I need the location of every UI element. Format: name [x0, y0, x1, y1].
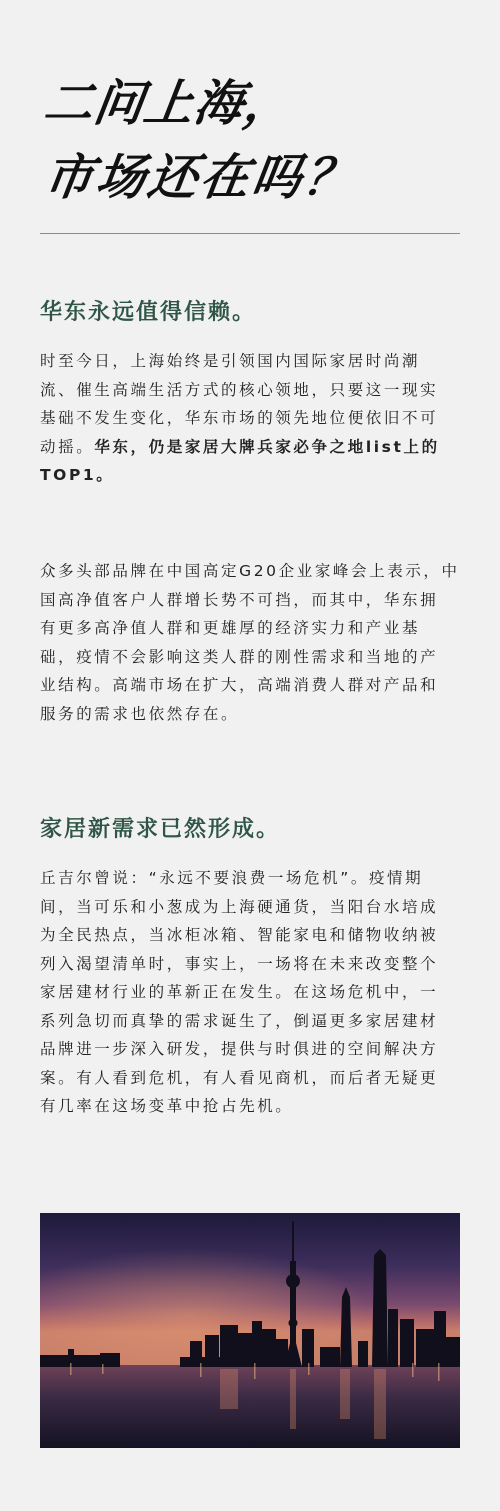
text-line: 国高净值客户人群增长势不可挡，而其中，华东拥: [40, 590, 439, 609]
text-line: 服务的需求也依然存在。: [40, 704, 240, 723]
title-line-1: 二问上海，: [40, 75, 299, 132]
text-line: 列入渴望清单时，事实上，一场将在未来改变整个: [40, 954, 439, 973]
paragraph-shanghai-leadership: [40, 347, 480, 490]
text-line: 品牌进一步深入研发，提供与时俱进的空间解决方: [40, 1040, 439, 1058]
text-line: 案。有人看到危机，有人看见商机，而后者无疑更: [40, 1068, 439, 1087]
shanghai-skyline-photo: [40, 1213, 460, 1448]
text-line: 系列急切而真挚的需求诞生了，倒逼更多家居建材: [40, 1011, 439, 1030]
paragraph-g20-summit: [40, 557, 480, 728]
paragraph-crisis-opportunity: [40, 864, 480, 1121]
text-line: 为全民热点，当冰柜冰箱、智能家电和储物收纳被: [40, 926, 439, 944]
text-line: 有更多高净值人群和更雄厚的经济实力和产业基: [40, 619, 421, 637]
section-heading-east-china: 华东永远值得信赖。: [40, 300, 257, 325]
text-line: 丘吉尔曾说：“永远不要浪费一场危机”。疫情期: [40, 869, 424, 887]
text-line: 业结构。高端市场在扩大，高端消费人群对产品和: [40, 676, 439, 694]
text-line: 间，当可乐和小葱成为上海硬通货，当阳台水培成: [40, 897, 439, 916]
text-plain: 动摇。: [40, 437, 95, 456]
text-line: 有几率在这场变革中抢占先机。: [40, 1097, 294, 1115]
text-line: 流、催生高端生活方式的核心领地，只要这一现实: [40, 380, 439, 399]
text-line: [40, 433, 480, 462]
text-line: 众多头部品牌在中国高定G20企业家峰会上表示，中: [40, 562, 460, 580]
skyline-illustration: [40, 1213, 460, 1448]
title-line-2: 市场还在吗？: [40, 149, 361, 206]
text-emphasis-line: TOP1。: [40, 466, 115, 484]
text-line: 基础不发生变化，华东市场的领先地位便依旧不可: [40, 409, 439, 427]
section-heading-new-demand: 家居新需求已然形成。: [40, 817, 281, 842]
text-line: 时至今日，上海始终是引领国内国际家居时尚潮: [40, 352, 421, 370]
text-line: 家居建材行业的革新正在发生。在这场危机中，一: [40, 983, 439, 1001]
text-line: 础，疫情不会影响这类人群的刚性需求和当地的产: [40, 647, 439, 666]
text-emphasis: 华东，仍是家居大牌兵家必争之地list上的: [94, 437, 440, 456]
title-divider: [40, 233, 460, 234]
